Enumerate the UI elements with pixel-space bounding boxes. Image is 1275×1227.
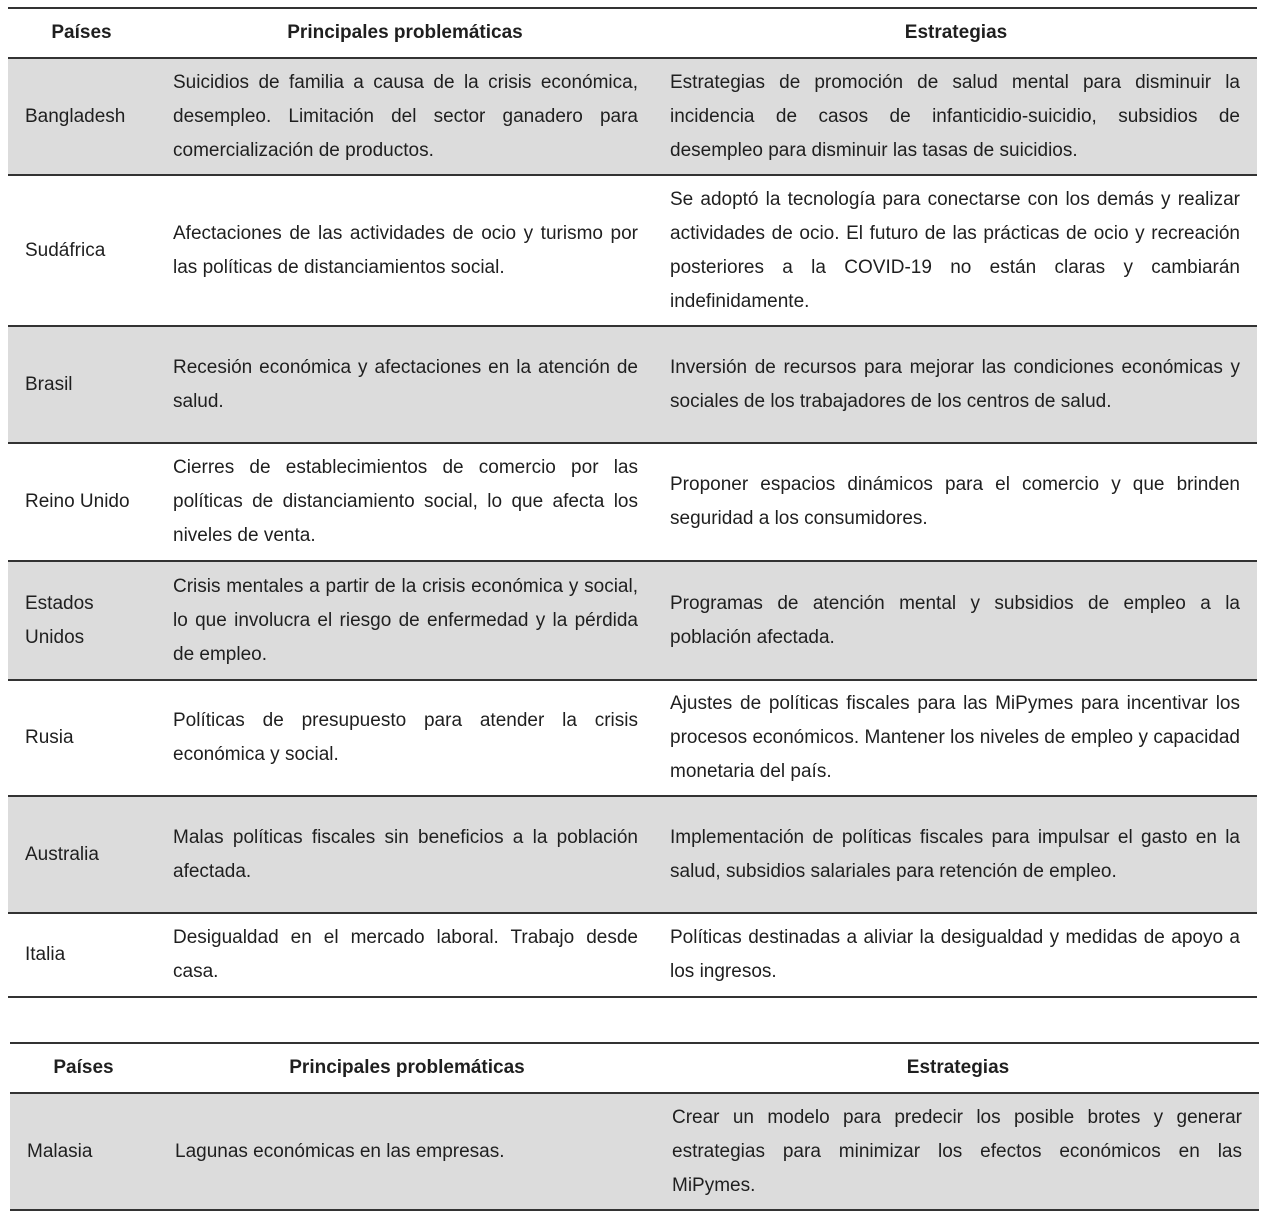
country-cell: Bangladesh [8,58,155,175]
strategies-cell: Crear un modelo para predecir los posible brotes y generar estrategias para minimizar los efectos económicos en las MiPymes. [657,1093,1259,1210]
problems-cell: Crisis mentales a partir de la crisis económica y social, lo que involucra el riesgo de enfermedad y la pérdida de empleo. [155,561,655,680]
table-row [10,1093,1259,1210]
table-row [8,680,1257,796]
country-cell: Australia [8,796,155,913]
table-row [8,443,1257,561]
country-cell: Estados Unidos [8,561,155,680]
table-row [8,561,1257,680]
country-cell: Italia [8,913,155,997]
problems-strategies-table-continued [10,1042,1259,1211]
table-row [8,326,1257,443]
problems-strategies-table [8,7,1257,998]
problems-cell: Cierres de establecimientos de comercio por las políticas de distanciamiento social, lo que afecta los niveles de venta. [155,443,655,561]
table-row [8,58,1257,175]
header-problems: Principales problemáticas [155,8,655,58]
strategies-cell: Estrategias de promoción de salud mental para disminuir la incidencia de casos de infanticidio-suicidio, subsidios de desempleo para disminuir las tasas de suicidios. [655,58,1257,175]
problems-cell: Recesión económica y afectaciones en la atención de salud. [155,326,655,443]
problems-cell: Políticas de presupuesto para atender la crisis económica y social. [155,680,655,796]
problems-cell: Malas políticas fiscales sin beneficios a la población afectada. [155,796,655,913]
strategies-cell: Políticas destinadas a aliviar la desigualdad y medidas de apoyo a los ingresos. [655,913,1257,997]
header-row [10,1043,1259,1093]
table-row [8,175,1257,326]
problems-cell: Desigualdad en el mercado laboral. Trabajo desde casa. [155,913,655,997]
country-cell: Sudáfrica [8,175,155,326]
problems-cell: Afectaciones de las actividades de ocio y turismo por las políticas de distanciamientos social. [155,175,655,326]
header-row [8,8,1257,58]
country-cell: Malasia [10,1093,157,1210]
strategies-cell: Inversión de recursos para mejorar las condiciones económicas y sociales de los trabajadores de los centros de salud. [655,326,1257,443]
problems-cell: Suicidios de familia a causa de la crisis económica, desempleo. Limitación del sector ganadero para comercialización de productos. [155,58,655,175]
header-countries: Países [10,1043,157,1093]
strategies-cell: Se adoptó la tecnología para conectarse con los demás y realizar actividades de ocio. El futuro de las prácticas de ocio y recreación posteriores a la COVID-19 no están claras y cambiarán indefinidamente. [655,175,1257,326]
strategies-cell: Proponer espacios dinámicos para el comercio y que brinden seguridad a los consumidores. [655,443,1257,561]
table-row [8,913,1257,997]
country-cell: Rusia [8,680,155,796]
country-cell: Brasil [8,326,155,443]
header-strategies: Estrategias [657,1043,1259,1093]
strategies-cell: Implementación de políticas fiscales para impulsar el gasto en la salud, subsidios salariales para retención de empleo. [655,796,1257,913]
header-strategies: Estrategias [655,8,1257,58]
table-row [8,796,1257,913]
country-cell: Reino Unido [8,443,155,561]
strategies-cell: Ajustes de políticas fiscales para las MiPymes para incentivar los procesos económicos. Mantener los niveles de empleo y capacidad monetaria del país. [655,680,1257,796]
strategies-cell: Programas de atención mental y subsidios de empleo a la población afectada. [655,561,1257,680]
problems-cell: Lagunas económicas en las empresas. [157,1093,657,1210]
header-problems: Principales problemáticas [157,1043,657,1093]
header-countries: Países [8,8,155,58]
